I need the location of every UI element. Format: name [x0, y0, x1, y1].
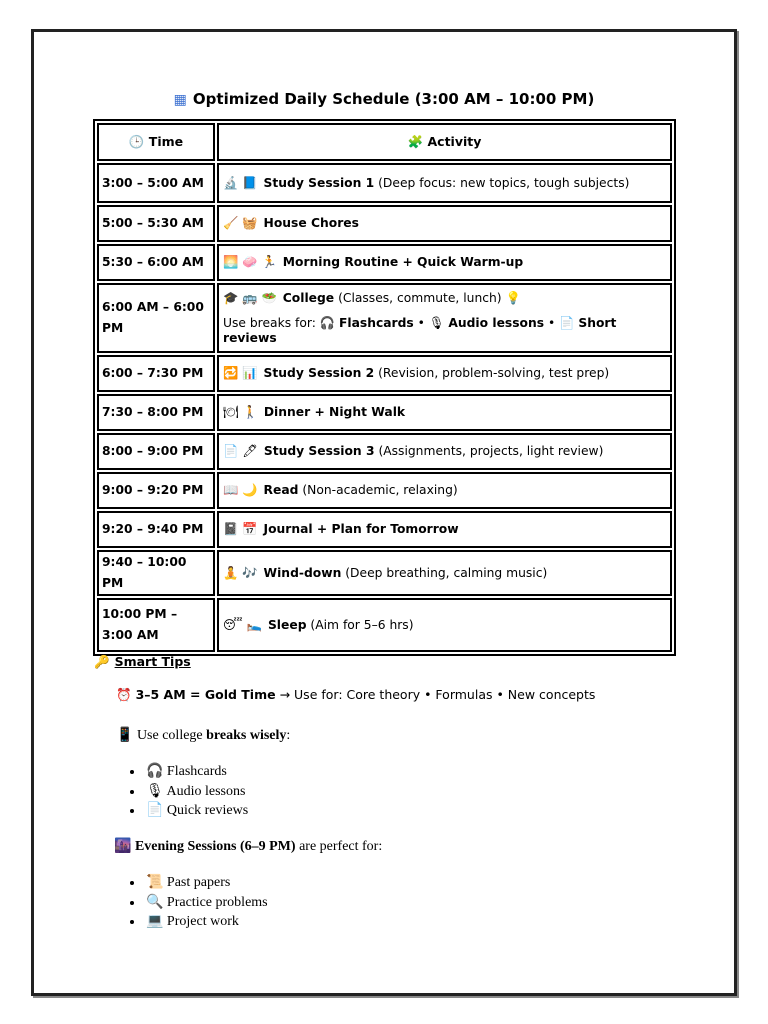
activity-title: Wind-down	[263, 565, 342, 580]
breaks-item: Audio lessons	[448, 316, 545, 330]
activity-icons: 🔬 📘	[223, 175, 258, 190]
table-row	[97, 472, 672, 509]
time-cell: 5:00 – 5:30 AM	[97, 205, 215, 242]
breaks-list	[130, 762, 248, 821]
activity-title: Journal + Plan for Tomorrow	[263, 522, 459, 536]
phone-icon: 📱	[116, 728, 134, 743]
table-row	[97, 355, 672, 392]
tip2-bold: breaks wisely	[206, 728, 287, 743]
time-cell: 6:00 – 7:30 PM	[97, 355, 215, 392]
activity-cell	[217, 433, 672, 470]
activity-line	[223, 255, 667, 270]
table-row	[97, 598, 672, 652]
time-cell: 8:00 – 9:00 PM	[97, 433, 215, 470]
activity-line	[223, 405, 667, 420]
breaks-item: Flashcards	[338, 316, 414, 330]
tip2-pre: Use college	[136, 728, 207, 743]
breaks-sep: • 📄	[544, 316, 579, 330]
activity-title: House Chores	[263, 216, 359, 230]
activity-detail: (Revision, problem-solving, test prep)	[374, 366, 610, 380]
activity-cell	[217, 598, 672, 652]
tip-breaks	[116, 727, 290, 744]
time-cell: 3:00 – 5:00 AM	[97, 163, 215, 203]
list-item: • 📄 Quick reviews	[144, 801, 248, 821]
activity-icons: 🧘 🎶	[223, 565, 258, 580]
title-text: Optimized Daily Schedule (3:00 AM – 10:00 PM)	[192, 90, 595, 108]
tip1-text: → Use for: Core theory • Formulas • New concepts	[275, 687, 596, 702]
time-cell: 7:30 – 8:00 PM	[97, 394, 215, 431]
document-title	[0, 90, 768, 108]
header-time: 🕒 Time	[97, 123, 215, 161]
activity-icons: 😴 🛌	[223, 617, 262, 632]
activity-line	[223, 176, 667, 191]
activity-cell	[217, 355, 672, 392]
tip3-bold: Evening Sessions (6–9 PM)	[134, 839, 296, 854]
activity-title: Study Session 2	[263, 366, 375, 380]
breaks-sep: • 🎙	[413, 316, 449, 330]
activity-title: Study Session 3	[263, 444, 375, 458]
activity-detail: (Non-academic, relaxing)	[298, 483, 458, 497]
activity-cell	[217, 394, 672, 431]
activity-title: Study Session 1	[263, 175, 375, 190]
activity-cell	[217, 550, 672, 596]
breaks-item: Short reviews	[223, 316, 617, 345]
list-item: • 🎧 Flashcards	[144, 762, 248, 782]
activity-title: Dinner + Night Walk	[263, 405, 406, 419]
activity-cell	[217, 283, 672, 353]
activity-icons: 📓 📅	[223, 522, 258, 536]
activity-title: Morning Routine + Quick Warm-up	[282, 255, 524, 269]
activity-title: Read	[263, 483, 299, 497]
activity-detail: (Aim for 5–6 hrs)	[306, 617, 414, 632]
activity-line	[223, 366, 667, 381]
activity-line	[223, 291, 667, 306]
list-item: • 🎙 Audio lessons	[144, 782, 248, 802]
breaks-prefix: Use breaks for: 🎧	[223, 316, 339, 330]
activity-title: Sleep	[267, 617, 307, 632]
time-cell: 6:00 AM – 6:00 PM	[97, 283, 215, 353]
list-item: • 📜 Past papers	[144, 873, 268, 893]
activity-detail: (Assignments, projects, light review)	[374, 444, 604, 458]
activity-cell	[217, 472, 672, 509]
tip2-post: :	[286, 728, 291, 743]
table-row	[97, 433, 672, 470]
time-cell: 9:20 – 9:40 PM	[97, 511, 215, 548]
header-activity: 🧩 Activity	[217, 123, 672, 161]
table-row	[97, 550, 672, 596]
tip-evening	[114, 838, 382, 855]
city-dusk-icon: 🌆	[114, 839, 132, 854]
activity-icons: 🍽 🚶	[223, 405, 258, 419]
smart-tips-heading	[94, 654, 191, 670]
activity-detail: (Deep focus: new topics, tough subjects)	[374, 175, 630, 190]
table-row	[97, 244, 672, 281]
list-item: • 💻 Project work	[144, 912, 268, 932]
table-row	[97, 205, 672, 242]
activity-icons: 📄 🖊	[223, 444, 258, 458]
activity-icons: 🧹 🧺	[223, 216, 258, 230]
activity-cell	[217, 205, 672, 242]
activity-icons: 🔁 📊	[223, 366, 258, 380]
table-row	[97, 511, 672, 548]
activity-cell	[217, 244, 672, 281]
key-icon: 🔑	[94, 654, 110, 669]
activity-detail: (Deep breathing, calming music)	[341, 565, 548, 580]
tip-gold-time	[116, 687, 595, 703]
table-row	[97, 283, 672, 353]
activity-cell	[217, 163, 672, 203]
activity-detail: (Classes, commute, lunch) 💡	[334, 291, 521, 305]
activity-line	[223, 522, 667, 537]
activity-title: College	[282, 291, 335, 305]
time-cell: 9:40 – 10:00 PM	[97, 550, 215, 596]
activity-line	[223, 216, 667, 231]
alarm-clock-icon: ⏰	[116, 687, 132, 702]
activity-line	[223, 316, 667, 345]
smart-tips-label: Smart Tips	[114, 654, 191, 669]
time-cell: 9:00 – 9:20 PM	[97, 472, 215, 509]
list-item: • 🔍 Practice problems	[144, 893, 268, 913]
time-cell: 5:30 – 6:00 AM	[97, 244, 215, 281]
time-cell: 10:00 PM – 3:00 AM	[97, 598, 215, 652]
table-row	[97, 163, 672, 203]
activity-line	[223, 618, 667, 633]
calendar-icon: ▦	[173, 92, 187, 108]
activity-line	[223, 566, 667, 581]
tip1-bold: 3–5 AM = Gold Time	[135, 687, 276, 702]
tip3-post: are perfect for:	[295, 839, 383, 854]
activity-icons: 🎓 🚌 🥗	[223, 291, 277, 305]
activity-line	[223, 444, 667, 459]
table-row	[97, 394, 672, 431]
schedule-table	[93, 119, 676, 656]
activity-icons: 📖 🌙	[223, 483, 258, 497]
activity-icons: 🌅 🧼 🏃	[223, 255, 277, 269]
activity-line	[223, 483, 667, 498]
activity-cell	[217, 511, 672, 548]
evening-list	[130, 873, 268, 932]
